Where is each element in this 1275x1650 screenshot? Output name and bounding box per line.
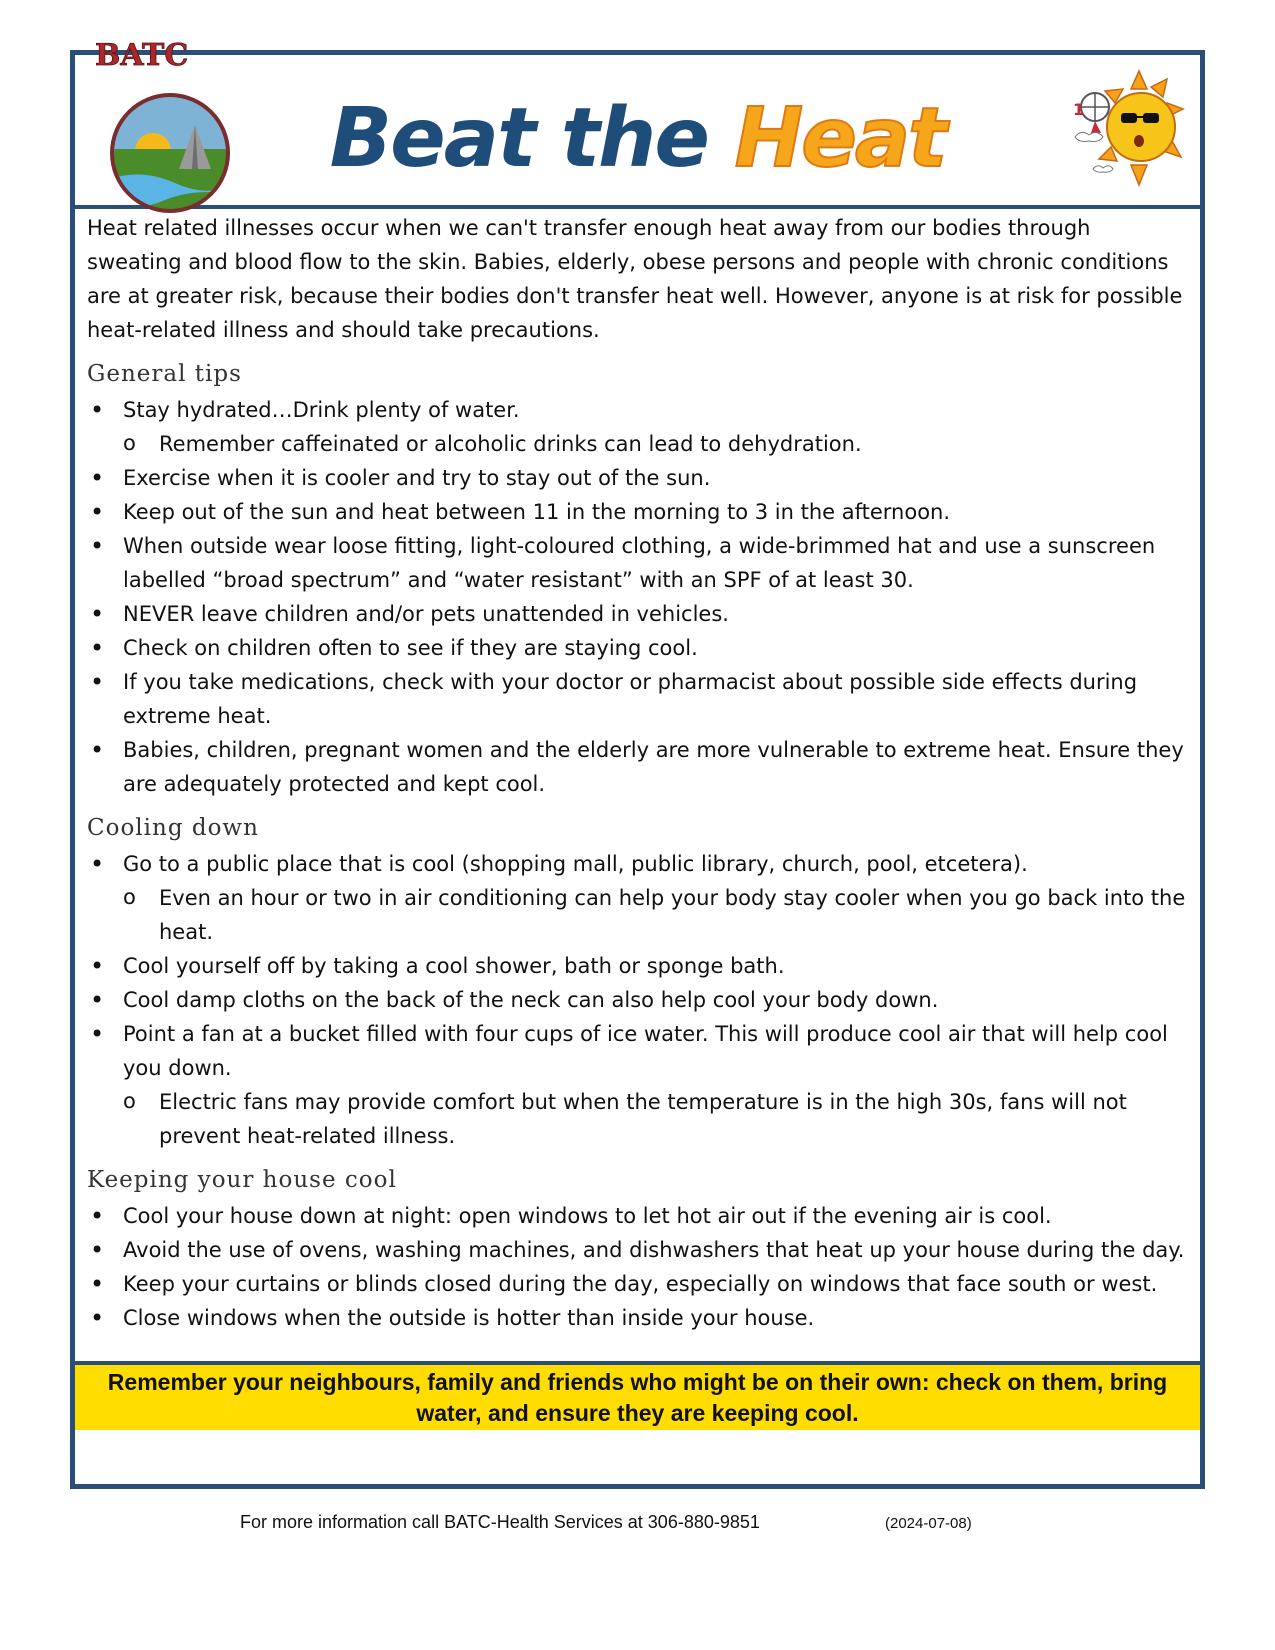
- list-item: • Avoid the use of ovens, washing machines, and dishwashers that heat up your house during the day.: [87, 1233, 1187, 1267]
- list-item: • Keep your curtains or blinds closed during the day, especially on windows that face south or west.: [87, 1267, 1187, 1301]
- list-item: • When outside wear loose fitting, light-coloured clothing, a wide-brimmed hat and use a sunscreen labelled “broad spectrum” and “water resistant” with an SPF of at least 30.: [87, 529, 1187, 597]
- list-item: • If you take medications, check with your doctor or pharmacist about possible side effects during extreme heat.: [87, 665, 1187, 733]
- sun-with-fan-icon: [1055, 67, 1195, 187]
- list-item: • Go to a public place that is cool (shopping mall, public library, church, pool, etcetera).: [87, 847, 1187, 881]
- section-heading: General tips: [87, 361, 242, 387]
- sub-list-item: o Even an hour or two in air conditioning can help your body stay cooler when you go back into the heat.: [87, 881, 1187, 949]
- intro-paragraph: Heat related illnesses occur when we can't transfer enough heat away from our bodies through sweating and blood flow to the skin. Babies, elderly, obese persons and people with chronic conditions are at greater risk, because their bodies don't transfer heat well. However, anyone is at risk for possible heat-related illness and should take precautions.: [87, 216, 1183, 342]
- list-item: • Stay hydrated…Drink plenty of water.: [87, 393, 1187, 427]
- section-heading: Keeping your house cool: [87, 1167, 397, 1193]
- list-item: • Cool yourself off by taking a cool shower, bath or sponge bath.: [87, 949, 1187, 983]
- document-frame: [70, 38, 1205, 1489]
- list-item: • Close windows when the outside is hotter than inside your house.: [87, 1301, 1187, 1335]
- bullet-list: [87, 393, 1187, 801]
- footer-date: (2024-07-08): [885, 1515, 972, 1532]
- list-item: • Check on children often to see if they are staying cool.: [87, 631, 1187, 665]
- sections-container: [87, 357, 1187, 1335]
- svg-text:1: 1: [1073, 100, 1085, 119]
- section-heading: Cooling down: [87, 815, 259, 841]
- sub-list-item: o Electric fans may provide comfort but when the temperature is in the high 30s, fans will not prevent heat-related illness.: [87, 1085, 1187, 1153]
- bullet-list: [87, 847, 1187, 1153]
- bullet-list: [87, 1199, 1187, 1335]
- main-content: [87, 211, 1187, 1335]
- title-part-heat: Heat: [734, 91, 946, 186]
- list-item: • Exercise when it is cooler and try to stay out of the sun.: [87, 461, 1187, 495]
- footer-contact-text: For more information call BATC-Health Services at 306-880-9851: [240, 1512, 760, 1532]
- list-item: • Babies, children, pregnant women and the elderly are more vulnerable to extreme heat. Ensure they are adequately protected and kept cool.: [87, 733, 1187, 801]
- header: [75, 38, 1200, 209]
- list-item: • Keep out of the sun and heat between 11 in the morning to 3 in the afternoon.: [87, 495, 1187, 529]
- list-item: • NEVER leave children and/or pets unattended in vehicles.: [87, 597, 1187, 631]
- title-part-beat-the: Beat the: [329, 91, 735, 186]
- list-item: • Point a fan at a bucket filled with four cups of ice water. This will produce cool air that will help cool you down.: [87, 1017, 1187, 1085]
- logo-text: BATC: [95, 38, 189, 73]
- sub-list-item: o Remember caffeinated or alcoholic drinks can lead to dehydration.: [87, 427, 1187, 461]
- footer: [0, 1512, 1275, 1542]
- callout-banner: Remember your neighbours, family and friends who might be on their own: check on them, bring water, and ensure they are keeping cool.: [75, 1361, 1200, 1430]
- list-item: • Cool damp cloths on the back of the neck can also help cool your body down.: [87, 983, 1187, 1017]
- page-title: [75, 89, 1200, 189]
- list-item: • Cool your house down at night: open windows to let hot air out if the evening air is cool.: [87, 1199, 1187, 1233]
